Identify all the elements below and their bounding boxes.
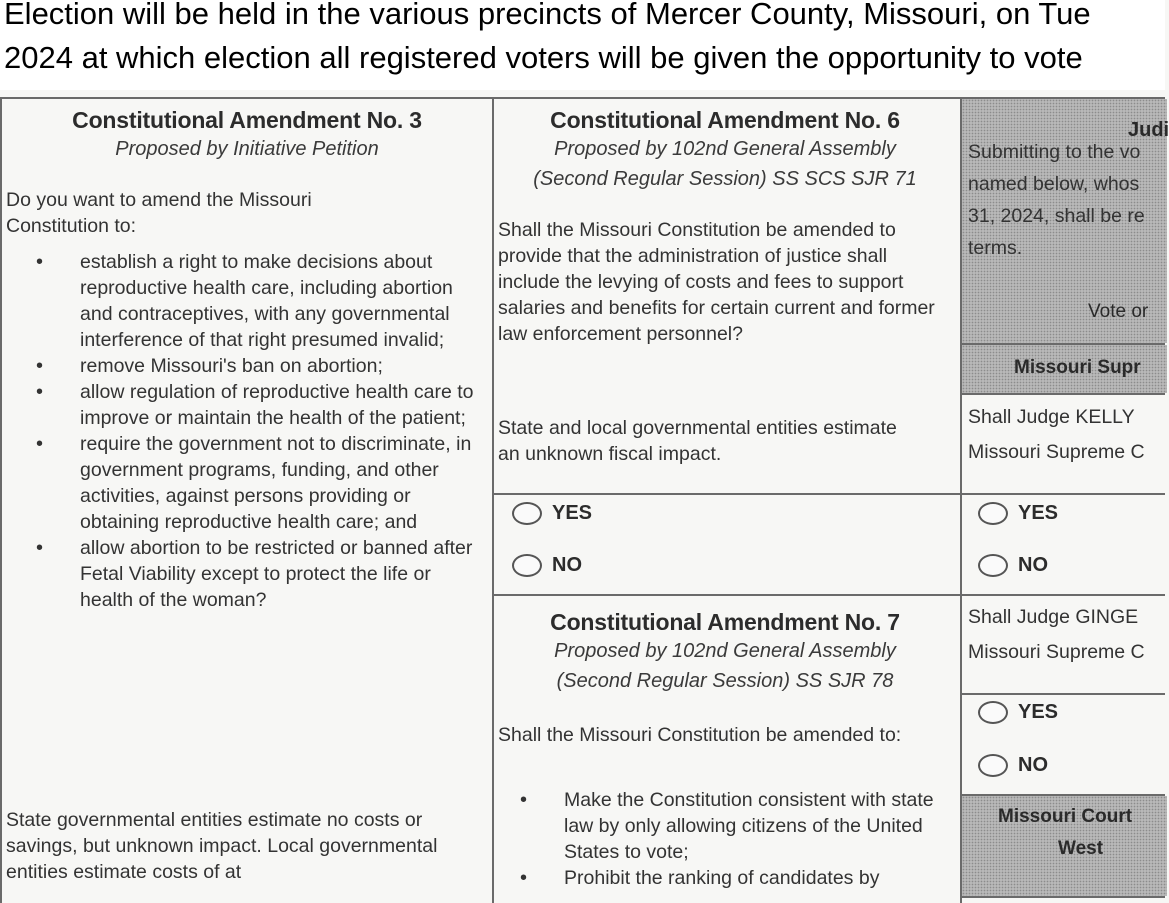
amendment-6-fiscal-note: State and local governmental entities estimate an unknown fiscal impact. [498,417,897,465]
judge-2-line-2: Missouri Supreme C [968,641,1145,663]
judicial-header [962,99,1167,343]
amendment-7-title: Constitutional Amendment No. 7 [550,609,900,635]
divider [494,493,960,495]
option-label: YES [552,502,593,524]
judge-1-line-2: Missouri Supreme C [968,441,1145,463]
divider [962,896,1165,898]
divider [962,693,1165,695]
court-header-2 [962,796,1167,896]
option-label: NO [552,554,582,576]
amendment-6-yes-option[interactable] [512,502,592,525]
amendment-6-subtitle-2: (Second Regular Session) SS SCS SJR 71 [533,168,917,190]
judge-2-no-option[interactable] [978,754,1048,777]
intro-line-2: 2024 at which election all registered voters will be given the opportunity to vote [4,40,1083,75]
amendment-7-bullets [486,787,944,891]
judicial-intro-2: named below, whos [968,173,1140,195]
list-item: • allow abortion to be restricted or banned after Fetal Viability except to protect the life or health of the woman? [2,535,487,613]
ballot-oval[interactable] [512,554,542,577]
list-item: • remove Missouri's ban on abortion; [2,353,487,379]
list-item: • Make the Constitution consistent with state law by only allowing citizens of the United States to vote; [486,787,944,865]
amendment-3-fiscal-note: State governmental entities estimate no costs or savings, but unknown impact. Local governmental entities estimate costs of at [6,809,438,883]
divider [962,393,1165,395]
amendment-6-title: Constitutional Amendment No. 6 [550,107,900,133]
court-name-2-line-1: Missouri Court [998,806,1133,827]
ballot-oval[interactable] [512,502,542,525]
amendment-7-question: Shall the Missouri Constitution be amended to: [498,724,902,746]
amendment-7-subtitle-1: Proposed by 102nd General Assembly [554,640,896,662]
judge-2-line-1: Shall Judge GINGE [968,606,1139,628]
ballot-oval[interactable] [978,554,1008,577]
judicial-intro-4: terms. [968,237,1023,259]
divider [962,493,1165,495]
amendment-6-question: Shall the Missouri Constitution be amended to provide that the administration of justice shall include the levying of costs and fees to support salaries and benefits for certain current and former law enforcement personnel? [498,219,935,345]
option-label: NO [1018,754,1048,776]
intro-text [0,0,1165,90]
court-name-2-line-2: West [1058,838,1104,859]
amendment-6-7-column [492,97,960,903]
ballot-oval[interactable] [978,701,1008,724]
list-item: • require the government not to discriminate, in government programs, funding, and other activities, against persons providing or obtaining reproductive health care; and [2,431,487,535]
amendment-3-bullets [2,249,487,613]
divider [962,594,1165,596]
judge-1-no-option[interactable] [978,554,1048,577]
amendment-3-column [0,97,492,903]
amendment-6-subtitle-1: Proposed by 102nd General Assembly [554,138,896,160]
judicial-intro-1: Submitting to the vo [968,141,1141,163]
judicial-vote-on: Vote or [1088,301,1149,322]
amendment-3-subtitle: Proposed by Initiative Petition [115,138,379,160]
list-item: • establish a right to make decisions about reproductive health care, including abortion and contraceptives, with any governmental interference of that right presumed invalid; [2,249,487,353]
list-item: • Prohibit the ranking of candidates by [486,865,944,891]
judicial-column [960,97,1169,903]
list-item: • allow regulation of reproductive health care to improve or maintain the health of the patient; [2,379,487,431]
amendment-6-no-option[interactable] [512,554,582,577]
option-label: YES [1018,502,1059,524]
judge-2-yes-option[interactable] [978,701,1058,724]
option-label: YES [1018,701,1059,723]
ballot-oval[interactable] [978,502,1008,525]
court-name-1: Missouri Supr [1014,357,1141,378]
judicial-intro-3: 31, 2024, shall be re [968,205,1145,227]
ballot [0,97,1169,903]
court-header-1 [962,345,1167,393]
ballot-oval[interactable] [978,754,1008,777]
intro-line-1: Election will be held in the various precincts of Mercer County, Missouri, on Tue [4,0,1091,31]
amendment-7-subtitle-2: (Second Regular Session) SS SJR 78 [556,670,894,692]
judicial-heading: Judi [1128,119,1169,141]
judge-1-yes-option[interactable] [978,502,1058,525]
option-label: NO [1018,554,1048,576]
judge-1-line-1: Shall Judge KELLY [968,406,1135,428]
amendment-3-question: Do you want to amend the Missouri Constitution to: [6,189,312,237]
divider [494,594,960,596]
amendment-3-title: Constitutional Amendment No. 3 [72,107,422,133]
